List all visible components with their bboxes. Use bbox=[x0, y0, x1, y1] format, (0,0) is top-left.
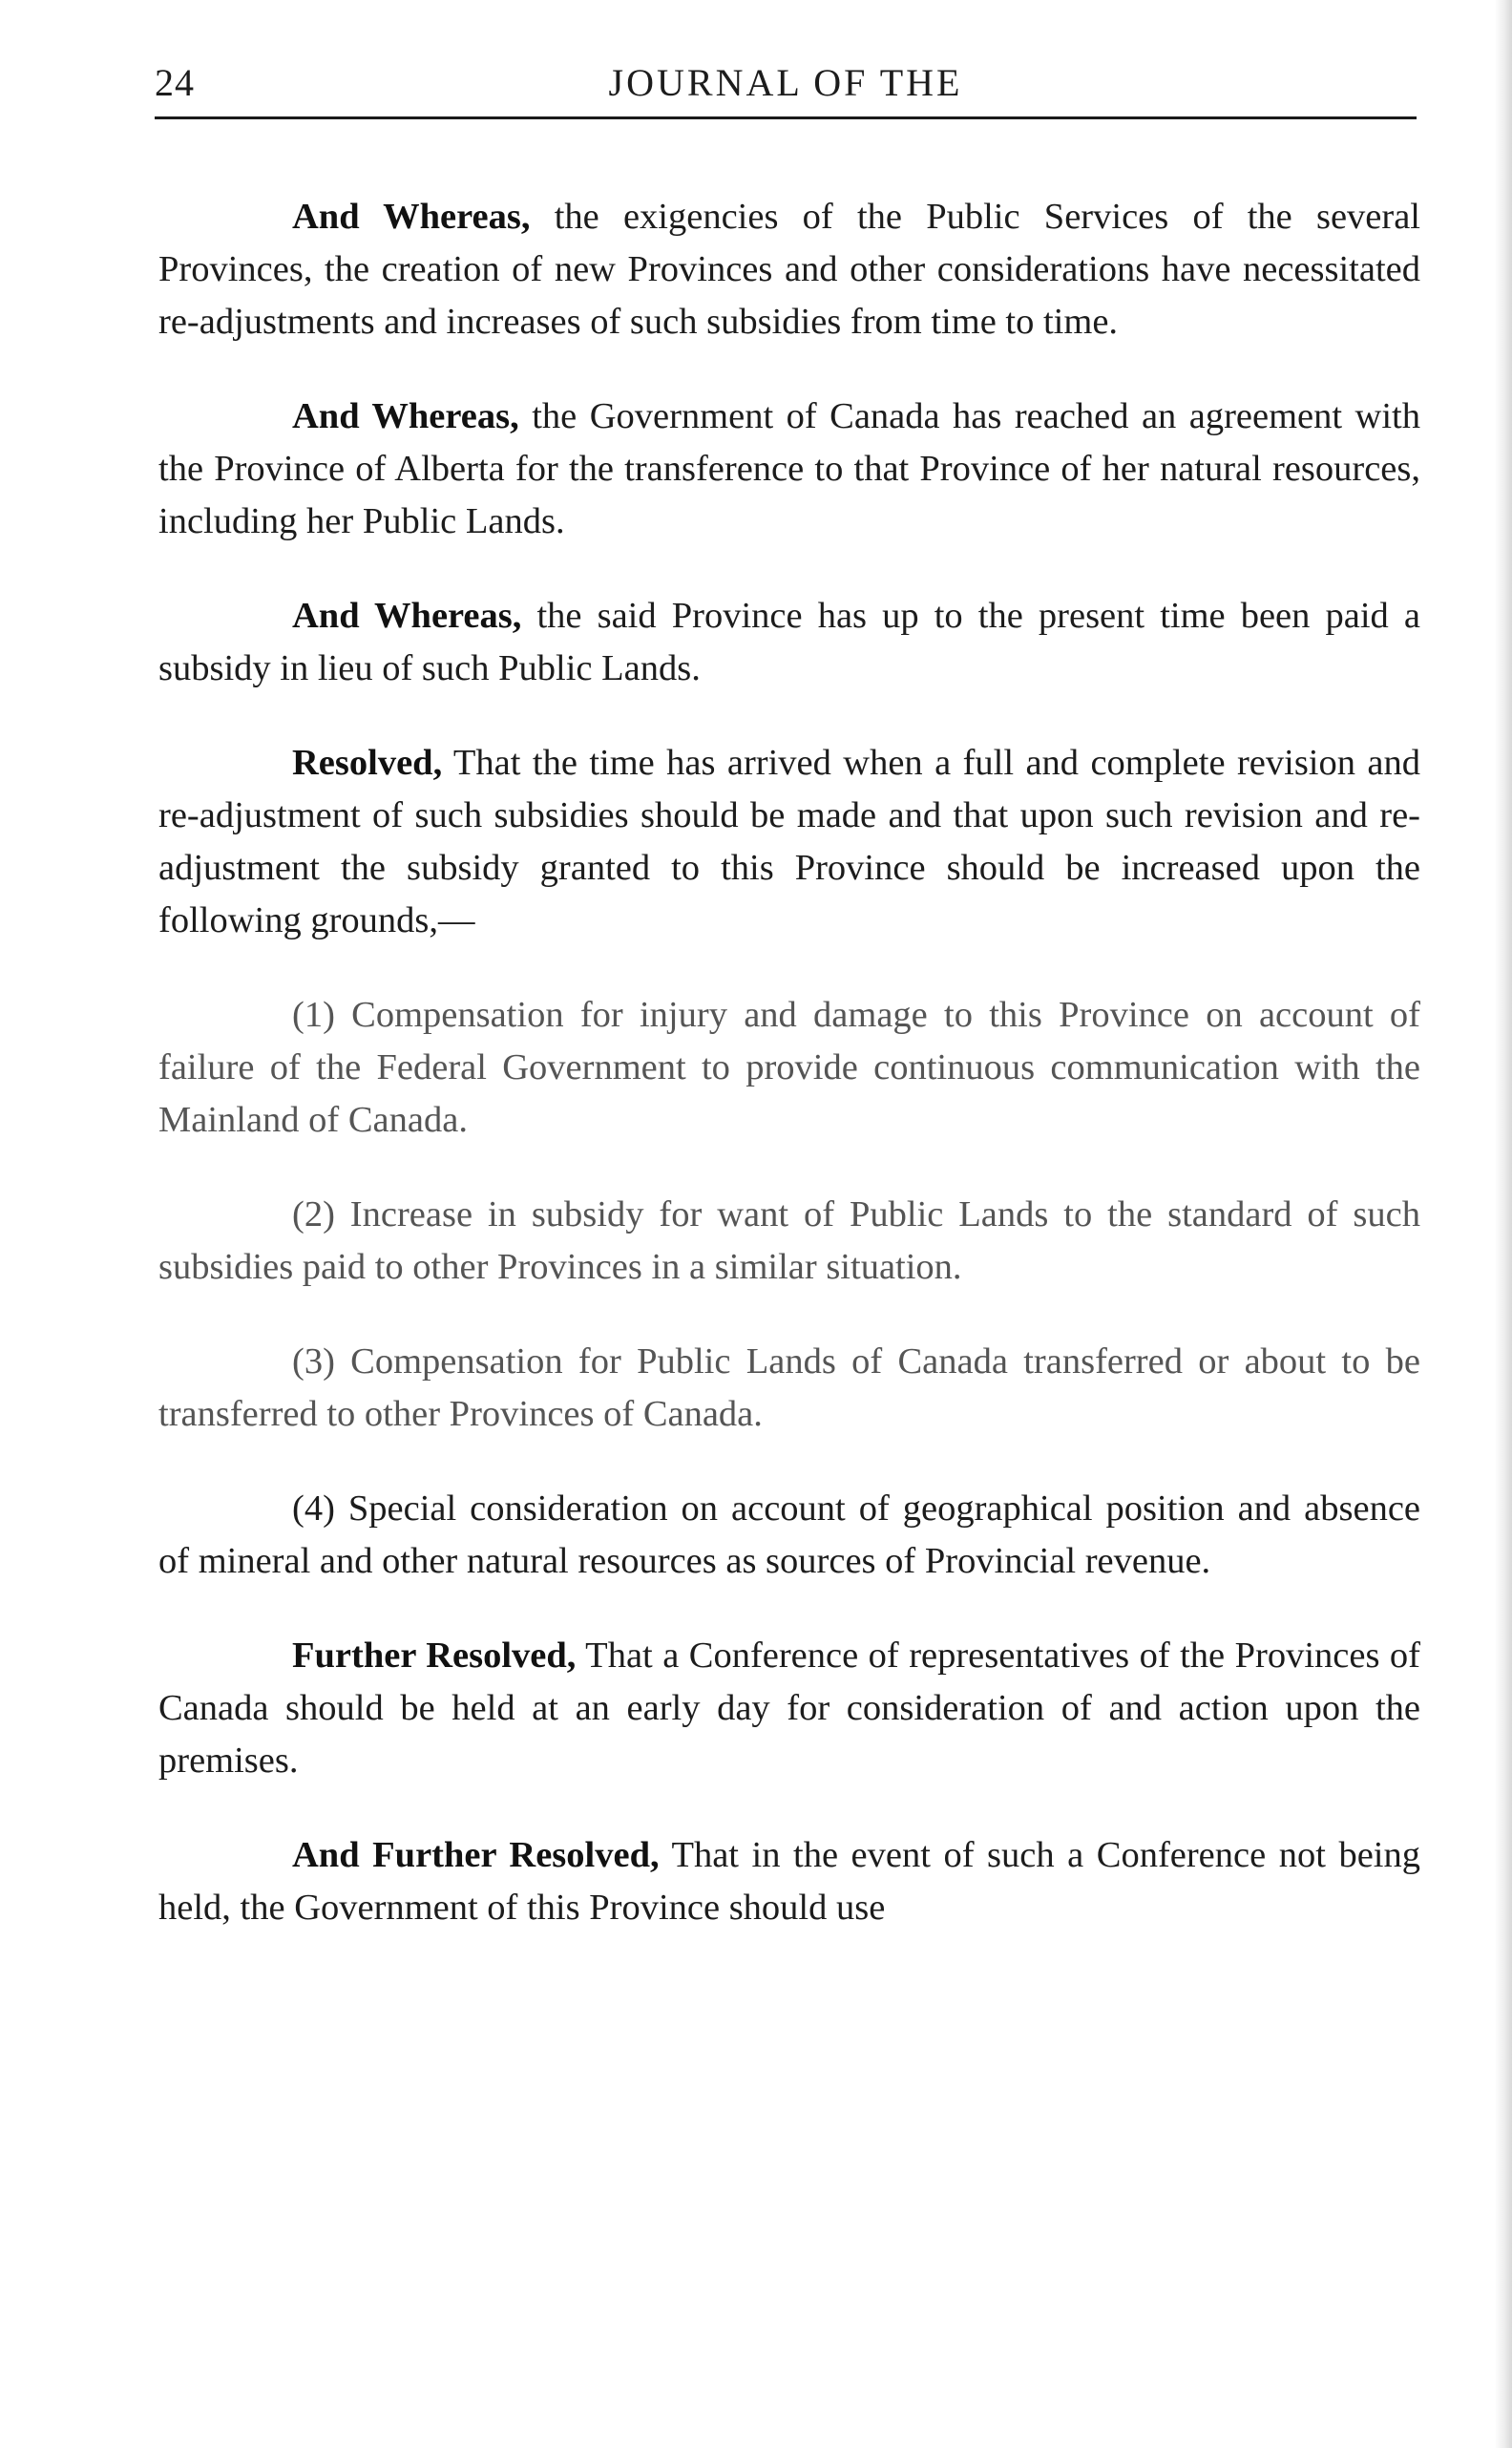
paragraph-text: (4) Special consideration on account of geographical position and absence of mineral and other natural resources as sources of Provincial revenue. bbox=[158, 1488, 1420, 1581]
paragraph-text: (1) Compensation for injury and damage to this Province on account of failure of the Federal Government to provide continuous communication with the Mainland of Canada. bbox=[158, 995, 1420, 1140]
page-header bbox=[155, 59, 1417, 107]
ground-item-4 bbox=[158, 1483, 1420, 1588]
paragraph-whereas-subsidy bbox=[158, 590, 1420, 695]
paragraph-lead: And Whereas, bbox=[292, 197, 531, 237]
paragraph-lead: Further Resolved, bbox=[292, 1636, 577, 1676]
body-text bbox=[158, 191, 1420, 1976]
paragraph-whereas-exigencies bbox=[158, 191, 1420, 348]
page-number: 24 bbox=[155, 61, 195, 104]
ground-item-3 bbox=[158, 1336, 1420, 1441]
paragraph-lead: And Further Resolved, bbox=[292, 1835, 660, 1875]
paragraph-text: That a Conference of representatives of the Provinces of Canada should be held at an early day for consideration of and action upon the premises. bbox=[158, 1636, 1420, 1781]
paragraph-lead: And Whereas, bbox=[292, 596, 522, 636]
paragraph-resolved bbox=[158, 737, 1420, 947]
paragraph-text: the exigencies of the Public Services of the several Provinces, the creation of new Provinces and other considerations have necessitated re-adjustments and increases of such subsidies from time to time. bbox=[158, 197, 1420, 342]
paragraph-and-further-resolved bbox=[158, 1829, 1420, 1934]
paragraph-text: That the time has arrived when a full and complete revision and re-adjustment of such subsidies should be made and that upon such revision and re-adjustment the subsidy granted to this Province should be increased upon the following grounds,— bbox=[158, 743, 1420, 940]
header-rule bbox=[155, 116, 1417, 119]
paragraph-text: That in the event of such a Conference not being held, the Government of this Province should use bbox=[158, 1835, 1420, 1928]
paragraph-whereas-agreement bbox=[158, 390, 1420, 548]
ground-item-1 bbox=[158, 989, 1420, 1147]
paragraph-text: the Government of Canada has reached an agreement with the Province of Alberta for the transference to that Province of her natural resources, including her Public Lands. bbox=[158, 396, 1420, 541]
paragraph-lead: Resolved, bbox=[292, 743, 443, 783]
running-head: JOURNAL OF THE bbox=[608, 61, 963, 104]
paragraph-further-resolved bbox=[158, 1630, 1420, 1787]
paragraph-text: the said Province has up to the present time been paid a subsidy in lieu of such Public Lands. bbox=[158, 596, 1420, 688]
paragraph-lead: And Whereas, bbox=[292, 396, 519, 436]
paragraph-text: (2) Increase in subsidy for want of Public Lands to the standard of such subsidies paid to other Provinces in a similar situation. bbox=[158, 1194, 1420, 1287]
paragraph-text: (3) Compensation for Public Lands of Canada transferred or about to be transferred to other Provinces of Canada. bbox=[158, 1341, 1420, 1434]
page-edge-shadow bbox=[1495, 0, 1512, 2448]
ground-item-2 bbox=[158, 1189, 1420, 1294]
